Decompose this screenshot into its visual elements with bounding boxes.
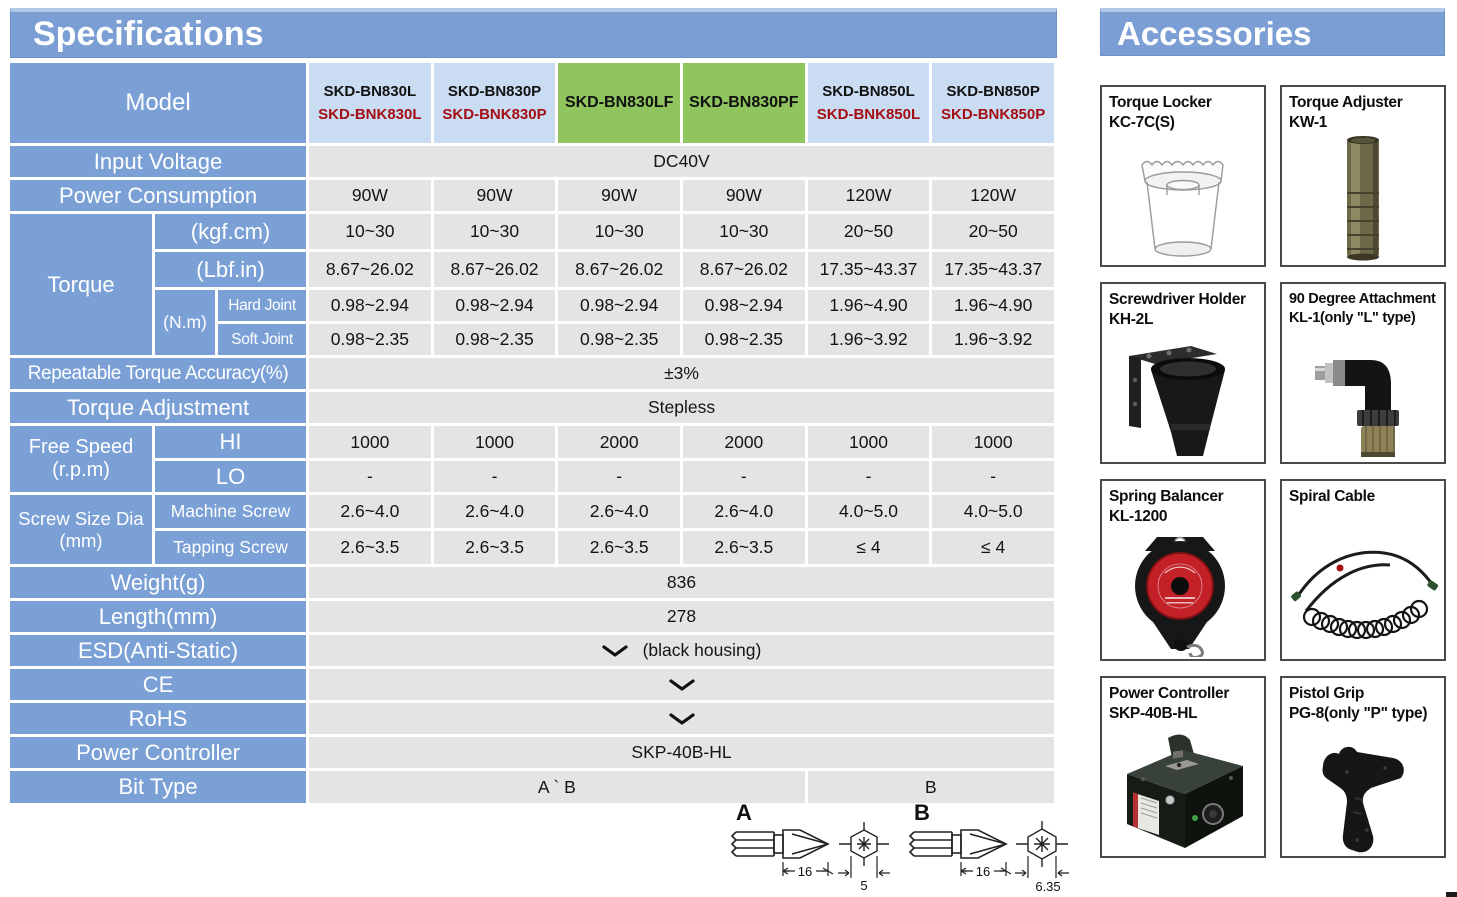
free-speed-label: [10, 426, 152, 492]
free-speed-line2: (r.p.m): [52, 459, 110, 481]
row-label: RoHS: [10, 703, 306, 734]
accessory-card-torque-locker: [1100, 85, 1266, 267]
row-label: (kgf.cm): [155, 214, 306, 249]
value-cell: 278: [309, 601, 1054, 632]
spiral-cable-image: [1282, 537, 1444, 657]
accessory-name: Power Controller: [1109, 685, 1230, 702]
value-cell: ±3%: [309, 358, 1054, 389]
bit-a-label: A: [736, 800, 752, 825]
value-cell: -: [558, 461, 680, 492]
row-label: Torque Adjustment: [10, 392, 306, 423]
accessory-model: KW-1: [1289, 113, 1328, 131]
row-label: Repeatable Torque Accuracy(%): [10, 358, 306, 389]
row-free-speed-lo: [10, 461, 1054, 492]
value-cell: 836: [309, 567, 1054, 598]
screwdriver-holder-image: [1102, 336, 1264, 460]
accessory-card-spiral-cable: [1280, 479, 1446, 661]
value-cell: 2.6~4.0: [558, 495, 680, 528]
model-name: SKD-BN830P: [447, 82, 542, 100]
value-cell: 8.67~26.02: [558, 252, 680, 287]
row-label: (Lbf.in): [155, 252, 306, 287]
model-col-2: [434, 63, 556, 143]
value-cell: 4.0~5.0: [932, 495, 1054, 528]
value-cell: [309, 635, 1054, 666]
accessory-model: KC-7C(S): [1109, 113, 1175, 131]
ninety-degree-attachment-image: [1282, 340, 1444, 460]
value-cell: -: [309, 461, 431, 492]
accessory-card-pistol-grip: [1280, 676, 1446, 858]
model-name-alt: SKD-BNK830L: [318, 106, 422, 123]
row-label: Power Controller: [10, 737, 306, 768]
accessory-model: PG-8(only "P" type): [1289, 704, 1428, 722]
esd-note: (black housing): [642, 640, 762, 661]
row-torque-hard: [10, 290, 1054, 321]
model-name-alt: SKD-BNK850L: [816, 106, 921, 123]
row-label: Length(mm): [10, 601, 306, 632]
value-cell: 2.6~4.0: [309, 495, 431, 528]
row-tapping-screw: [10, 531, 1054, 564]
row-label: Machine Screw: [155, 495, 306, 528]
model-name: SKD-BN850L: [822, 82, 915, 100]
value-cell: A ` B: [309, 771, 805, 803]
value-cell: 90W: [434, 180, 556, 211]
accessory-model: SKP-40B-HL: [1109, 704, 1198, 722]
row-torque-adjustment: [10, 392, 1054, 423]
torque-label: Torque: [10, 214, 152, 355]
model-name: SKD-BN830PF: [689, 93, 799, 111]
accessory-card-screwdriver-holder: [1100, 282, 1266, 464]
row-label: Weight(g): [10, 567, 306, 598]
value-cell: 2.6~3.5: [434, 531, 556, 564]
value-cell: 120W: [808, 180, 930, 211]
value-cell: 2000: [558, 426, 680, 458]
check-icon: [669, 713, 695, 725]
specifications-title: Specifications: [33, 15, 264, 53]
value-cell: 2.6~4.0: [683, 495, 805, 528]
row-power-consumption: [10, 180, 1054, 211]
value-cell: ≤ 4: [932, 531, 1054, 564]
value-cell: 1000: [932, 426, 1054, 458]
value-cell: 8.67~26.02: [683, 252, 805, 287]
value-cell: 2.6~3.5: [309, 531, 431, 564]
value-cell: 17.35~43.37: [808, 252, 930, 287]
check-icon: [669, 679, 695, 691]
nm-label: (N.m): [155, 290, 215, 355]
row-torque-lbf: [10, 252, 1054, 287]
row-bit-type: [10, 771, 1054, 803]
value-cell: 0.98~2.94: [558, 290, 680, 321]
accessory-model: KH-2L: [1109, 310, 1154, 328]
row-label: ESD(Anti-Static): [10, 635, 306, 666]
model-name: SKD-BN830LF: [564, 93, 674, 111]
value-cell: 120W: [932, 180, 1054, 211]
dimension-label: 16: [797, 864, 813, 879]
value-cell: -: [434, 461, 556, 492]
value-cell: 20~50: [808, 214, 930, 249]
value-cell: 2.6~3.5: [558, 531, 680, 564]
accessory-name: Screwdriver Holder: [1109, 291, 1246, 308]
value-cell: 1.96~4.90: [808, 290, 930, 321]
value-cell: -: [683, 461, 805, 492]
value-cell: 0.98~2.35: [309, 324, 431, 355]
value-cell: ≤ 4: [808, 531, 930, 564]
accessory-name: 90 Degree Attachment: [1289, 291, 1436, 307]
value-cell: [309, 703, 1054, 734]
row-label: Power Consumption: [10, 180, 306, 211]
value-cell: 10~30: [434, 214, 556, 249]
value-cell: Stepless: [309, 392, 1054, 423]
power-controller-image: [1102, 732, 1264, 854]
value-cell: 1.96~3.92: [808, 324, 930, 355]
accessory-name: Spring Balancer: [1109, 488, 1224, 505]
value-cell: 0.98~2.35: [434, 324, 556, 355]
row-label: Soft Joint: [218, 324, 306, 355]
model-name-alt: SKD-BNK850P: [941, 106, 1046, 123]
value-cell: 1.96~3.92: [932, 324, 1054, 355]
model-row: [10, 63, 1054, 143]
torque-locker-image: [1102, 143, 1264, 263]
row-weight: [10, 567, 1054, 598]
row-ce: [10, 669, 1054, 700]
value-cell: 1000: [434, 426, 556, 458]
value-cell: -: [932, 461, 1054, 492]
value-cell: 1000: [808, 426, 930, 458]
model-name: SKD-BN830L: [323, 82, 417, 100]
specifications-header: [10, 8, 1057, 58]
model-header-cell: [10, 63, 306, 143]
value-cell: 1000: [309, 426, 431, 458]
specifications-table: [7, 60, 1057, 806]
value-cell: 10~30: [309, 214, 431, 249]
accessory-model: KL-1(only "L" type): [1289, 309, 1416, 326]
spring-balancer-image: [1102, 531, 1264, 657]
value-cell: 2.6~4.0: [434, 495, 556, 528]
value-cell: 0.98~2.35: [558, 324, 680, 355]
model-name: SKD-BN850P: [946, 82, 1040, 100]
row-repeatable-accuracy: [10, 358, 1054, 389]
accessory-model: KL-1200: [1109, 507, 1168, 525]
value-cell: 2000: [683, 426, 805, 458]
accessory-card-90-degree-attachment: [1280, 282, 1446, 464]
row-rohs: [10, 703, 1054, 734]
model-col-3: [558, 63, 680, 143]
value-cell: DC40V: [309, 146, 1054, 177]
bit-b-label: B: [914, 800, 930, 825]
screw-size-line1: Screw Size Dia: [18, 507, 144, 529]
model-name-alt: SKD-BNK830P: [442, 106, 547, 123]
bit-a-drawing: [726, 818, 898, 894]
value-cell: [309, 669, 1054, 700]
row-label: Tapping Screw: [155, 531, 306, 564]
accessory-name: Torque Locker: [1109, 94, 1212, 111]
model-col-4: [683, 63, 805, 143]
value-cell: 8.67~26.02: [434, 252, 556, 287]
value-cell: 17.35~43.37: [932, 252, 1054, 287]
accessories-grid: [1100, 85, 1446, 858]
check-icon: [602, 645, 628, 657]
bit-diagram-a: [726, 800, 898, 895]
value-cell: -: [808, 461, 930, 492]
value-cell: 8.67~26.02: [309, 252, 431, 287]
accessories-header: [1100, 8, 1445, 56]
row-length: [10, 601, 1054, 632]
page-corner-mark: [1446, 892, 1457, 897]
value-cell: 90W: [558, 180, 680, 211]
value-cell: 4.0~5.0: [808, 495, 930, 528]
dimension-label: 5: [860, 878, 868, 893]
value-cell: 0.98~2.94: [309, 290, 431, 321]
row-esd: [10, 635, 1054, 666]
value-cell: 10~30: [558, 214, 680, 249]
value-cell: 2.6~3.5: [683, 531, 805, 564]
pistol-grip-image: [1282, 732, 1444, 854]
row-input-voltage: [10, 146, 1054, 177]
torque-adjuster-image: [1282, 131, 1444, 263]
model-label: Model: [125, 89, 191, 116]
value-cell: 20~50: [932, 214, 1054, 249]
screw-size-line2: (mm): [59, 529, 103, 551]
accessory-card-torque-adjuster: [1280, 85, 1446, 267]
accessory-name: Spiral Cable: [1289, 488, 1375, 505]
value-cell: 0.98~2.94: [434, 290, 556, 321]
row-machine-screw: [10, 495, 1054, 528]
row-label: Input Voltage: [10, 146, 306, 177]
bit-type-diagrams: [726, 800, 1076, 895]
row-label: LO: [155, 461, 306, 492]
accessories-title: Accessories: [1117, 14, 1312, 52]
row-label: HI: [155, 426, 306, 458]
screw-size-label: [10, 495, 152, 564]
free-speed-line1: Free Speed: [28, 436, 134, 458]
accessory-card-spring-balancer: [1100, 479, 1266, 661]
value-cell: 90W: [309, 180, 431, 211]
value-cell: 10~30: [683, 214, 805, 249]
row-label: CE: [10, 669, 306, 700]
row-torque-kgf: [10, 214, 1054, 249]
value-cell: SKP-40B-HL: [309, 737, 1054, 768]
value-cell: B: [808, 771, 1054, 803]
value-cell: 0.98~2.35: [683, 324, 805, 355]
row-power-controller: [10, 737, 1054, 768]
row-label: Bit Type: [10, 771, 306, 803]
dimension-label: 16: [975, 864, 991, 879]
value-cell: 0.98~2.94: [683, 290, 805, 321]
value-cell: 90W: [683, 180, 805, 211]
row-label: Hard Joint: [218, 290, 306, 321]
row-free-speed-hi: [10, 426, 1054, 458]
model-col-5: [808, 63, 930, 143]
dimension-label: 6.35: [1035, 879, 1061, 894]
accessory-card-power-controller: [1100, 676, 1266, 858]
accessory-name: Torque Adjuster: [1289, 94, 1403, 111]
bit-diagram-b: [904, 800, 1076, 895]
accessory-name: Pistol Grip: [1289, 685, 1365, 702]
model-col-6: [932, 63, 1054, 143]
value-cell: 1.96~4.90: [932, 290, 1054, 321]
bit-b-drawing: [904, 818, 1076, 894]
model-col-1: [309, 63, 431, 143]
